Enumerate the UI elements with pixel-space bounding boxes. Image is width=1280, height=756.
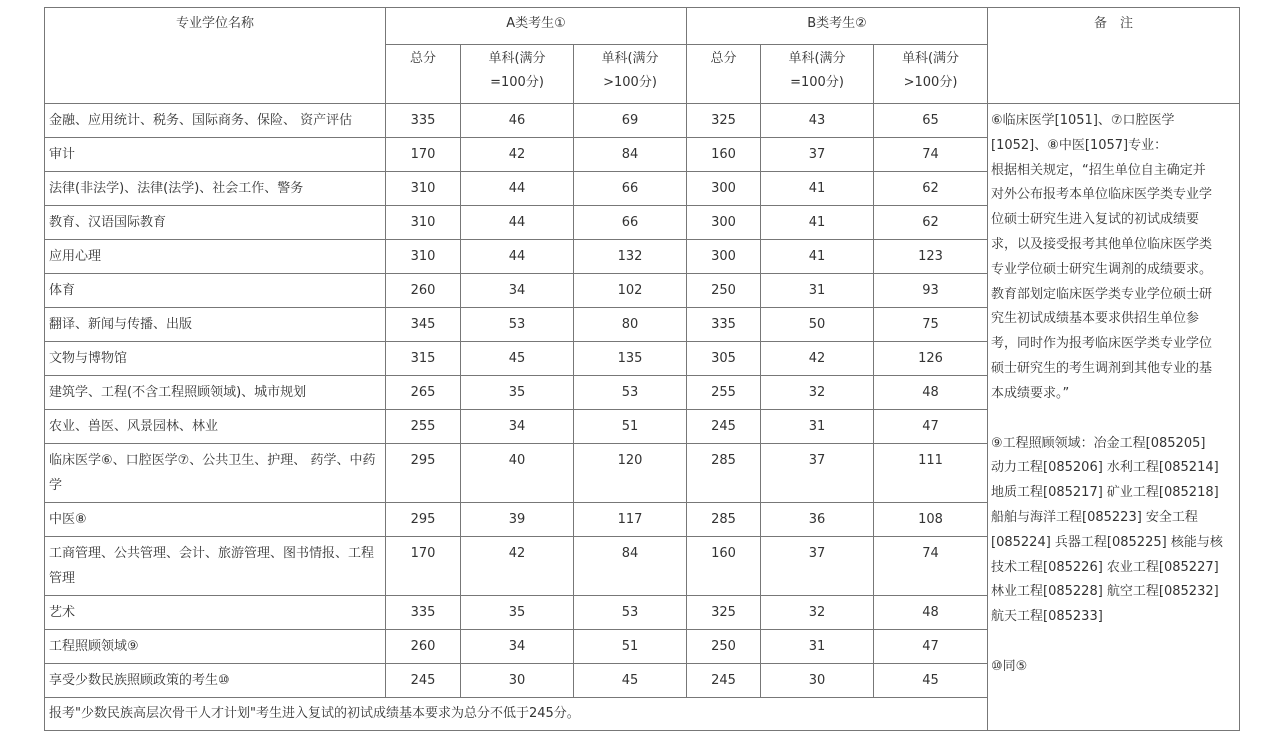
subheader-b-total: 总分 <box>687 45 761 104</box>
score-b-single-over-100: 62 <box>874 206 988 240</box>
score-b-single-over-100: 47 <box>874 410 988 444</box>
score-a-single-over-100: 102 <box>574 274 687 308</box>
score-b-total: 250 <box>687 630 761 664</box>
subheader-b-single-over-100: 单科(满分 >100分) <box>874 45 988 104</box>
score-b-single-100: 50 <box>761 308 874 342</box>
score-b-single-over-100: 48 <box>874 596 988 630</box>
score-b-total: 160 <box>687 138 761 172</box>
score-a-single-100: 35 <box>461 376 574 410</box>
score-b-total: 300 <box>687 240 761 274</box>
score-a-single-over-100: 51 <box>574 630 687 664</box>
score-a-single-100: 42 <box>461 138 574 172</box>
score-b-single-over-100: 45 <box>874 664 988 698</box>
score-b-single-over-100: 74 <box>874 537 988 596</box>
major-name: 审计 <box>45 138 386 172</box>
score-b-single-100: 31 <box>761 410 874 444</box>
score-a-total: 255 <box>386 410 461 444</box>
score-a-total: 260 <box>386 274 461 308</box>
score-a-single-over-100: 120 <box>574 444 687 503</box>
score-b-single-100: 31 <box>761 274 874 308</box>
score-b-single-over-100: 62 <box>874 172 988 206</box>
score-b-total: 325 <box>687 104 761 138</box>
score-b-single-over-100: 126 <box>874 342 988 376</box>
score-a-single-100: 40 <box>461 444 574 503</box>
score-a-single-over-100: 135 <box>574 342 687 376</box>
footer-note: 报考"少数民族高层次骨干人才计划"考生进入复试的初试成绩基本要求为总分不低于245分。 <box>45 698 988 731</box>
score-b-single-100: 32 <box>761 596 874 630</box>
score-b-single-100: 30 <box>761 664 874 698</box>
score-b-total: 245 <box>687 410 761 444</box>
major-name: 农业、兽医、风景园林、林业 <box>45 410 386 444</box>
score-a-single-over-100: 66 <box>574 206 687 240</box>
note-paragraph: ⑥临床医学[1051]、⑦口腔医学 [1052]、⑧中医[1057]专业： 根据相关规定，“招生单位自主确定并 对外公布报考本单位临床医学类专业学 位硕士研究生进入复试的初试成绩要 求，以及接受报考其他单位临床医学类 专业学位硕士研究生调剂的成绩要求。 教育部划定临床医学类专业学位硕士研 究生初试成绩基本要求供招生单位参 考，同时作为报考临床医学类专业学位 硕士研究生的考生调剂到其他专业的基 本成绩要求。” <box>991 113 1213 401</box>
score-a-single-over-100: 132 <box>574 240 687 274</box>
header-group-a: A类考生① <box>386 8 687 45</box>
notes-cell <box>988 104 1240 731</box>
score-table <box>44 7 1240 731</box>
score-b-single-100: 42 <box>761 342 874 376</box>
score-a-single-100: 34 <box>461 410 574 444</box>
score-b-single-100: 36 <box>761 503 874 537</box>
score-a-total: 335 <box>386 596 461 630</box>
major-name: 中医⑧ <box>45 503 386 537</box>
score-a-single-over-100: 117 <box>574 503 687 537</box>
score-a-total: 170 <box>386 138 461 172</box>
score-a-single-100: 30 <box>461 664 574 698</box>
score-a-single-over-100: 53 <box>574 376 687 410</box>
major-name: 艺术 <box>45 596 386 630</box>
score-b-total: 305 <box>687 342 761 376</box>
score-a-single-100: 35 <box>461 596 574 630</box>
score-a-total: 295 <box>386 503 461 537</box>
subheader-a-total: 总分 <box>386 45 461 104</box>
score-a-single-over-100: 84 <box>574 537 687 596</box>
score-a-single-over-100: 66 <box>574 172 687 206</box>
header-notes: 备 注 <box>988 8 1240 104</box>
score-b-single-over-100: 48 <box>874 376 988 410</box>
score-b-total: 285 <box>687 444 761 503</box>
score-a-single-100: 46 <box>461 104 574 138</box>
score-a-total: 245 <box>386 664 461 698</box>
score-a-single-100: 45 <box>461 342 574 376</box>
score-b-total: 300 <box>687 206 761 240</box>
score-a-single-100: 44 <box>461 206 574 240</box>
score-a-total: 310 <box>386 172 461 206</box>
subheader-a-single-over-100: 单科(满分 >100分) <box>574 45 687 104</box>
score-b-single-over-100: 47 <box>874 630 988 664</box>
major-name: 工程照顾领域⑨ <box>45 630 386 664</box>
subheader-b-single-100: 单科(满分 =100分) <box>761 45 874 104</box>
score-b-single-100: 43 <box>761 104 874 138</box>
score-b-single-100: 41 <box>761 172 874 206</box>
score-b-single-100: 31 <box>761 630 874 664</box>
score-b-total: 335 <box>687 308 761 342</box>
major-name: 应用心理 <box>45 240 386 274</box>
major-name: 建筑学、工程(不含工程照顾领域)、城市规划 <box>45 376 386 410</box>
score-a-single-100: 34 <box>461 274 574 308</box>
score-b-single-over-100: 65 <box>874 104 988 138</box>
score-a-single-over-100: 53 <box>574 596 687 630</box>
score-a-total: 345 <box>386 308 461 342</box>
score-b-single-over-100: 74 <box>874 138 988 172</box>
score-a-single-100: 53 <box>461 308 574 342</box>
major-name: 临床医学⑥、口腔医学⑦、公共卫生、护理、 药学、中药学 <box>45 444 386 503</box>
score-b-single-100: 37 <box>761 138 874 172</box>
score-b-single-100: 32 <box>761 376 874 410</box>
score-a-single-over-100: 84 <box>574 138 687 172</box>
major-name: 法律(非法学)、法律(法学)、社会工作、警务 <box>45 172 386 206</box>
header-group-b: B类考生② <box>687 8 988 45</box>
score-b-single-100: 37 <box>761 537 874 596</box>
score-b-single-over-100: 93 <box>874 274 988 308</box>
score-b-total: 285 <box>687 503 761 537</box>
major-name: 翻译、新闻与传播、出版 <box>45 308 386 342</box>
score-b-single-100: 41 <box>761 206 874 240</box>
note-paragraph: ⑩同⑤ <box>991 658 1028 674</box>
score-a-single-over-100: 51 <box>574 410 687 444</box>
score-b-single-100: 37 <box>761 444 874 503</box>
score-a-total: 310 <box>386 206 461 240</box>
score-b-total: 160 <box>687 537 761 596</box>
header-major-name: 专业学位名称 <box>45 8 386 104</box>
score-b-single-over-100: 75 <box>874 308 988 342</box>
subheader-a-single-100: 单科(满分 =100分) <box>461 45 574 104</box>
major-name: 享受少数民族照顾政策的考生⑩ <box>45 664 386 698</box>
major-name: 金融、应用统计、税务、国际商务、保险、 资产评估 <box>45 104 386 138</box>
major-name: 教育、汉语国际教育 <box>45 206 386 240</box>
score-b-single-over-100: 108 <box>874 503 988 537</box>
score-a-total: 310 <box>386 240 461 274</box>
score-a-single-over-100: 45 <box>574 664 687 698</box>
score-a-single-over-100: 69 <box>574 104 687 138</box>
score-b-total: 245 <box>687 664 761 698</box>
score-a-total: 315 <box>386 342 461 376</box>
score-a-single-100: 44 <box>461 172 574 206</box>
major-name: 工商管理、公共管理、会计、旅游管理、图书情报、工程管理 <box>45 537 386 596</box>
score-b-total: 250 <box>687 274 761 308</box>
major-name: 文物与博物馆 <box>45 342 386 376</box>
note-paragraph: ⑨工程照顾领域：冶金工程[085205] 动力工程[085206] 水利工程[085214] 地质工程[085217] 矿业工程[085218] 船舶与海洋工程[085223] 安全工程 [085224] 兵器工程[085225] 核能与核 技术工程[085226] 农业工程[085227] 林业工程[085228] 航空工程[085232] 航天工程[085233] <box>991 435 1223 625</box>
score-a-total: 260 <box>386 630 461 664</box>
score-b-single-100: 41 <box>761 240 874 274</box>
score-b-total: 300 <box>687 172 761 206</box>
score-a-single-100: 39 <box>461 503 574 537</box>
score-a-single-over-100: 80 <box>574 308 687 342</box>
score-a-total: 170 <box>386 537 461 596</box>
score-a-single-100: 42 <box>461 537 574 596</box>
score-a-single-100: 44 <box>461 240 574 274</box>
score-b-total: 325 <box>687 596 761 630</box>
score-a-single-100: 34 <box>461 630 574 664</box>
score-a-total: 265 <box>386 376 461 410</box>
major-name: 体育 <box>45 274 386 308</box>
score-b-single-over-100: 111 <box>874 444 988 503</box>
score-b-single-over-100: 123 <box>874 240 988 274</box>
table-row <box>45 104 1240 138</box>
score-b-total: 255 <box>687 376 761 410</box>
score-a-total: 295 <box>386 444 461 503</box>
score-a-total: 335 <box>386 104 461 138</box>
